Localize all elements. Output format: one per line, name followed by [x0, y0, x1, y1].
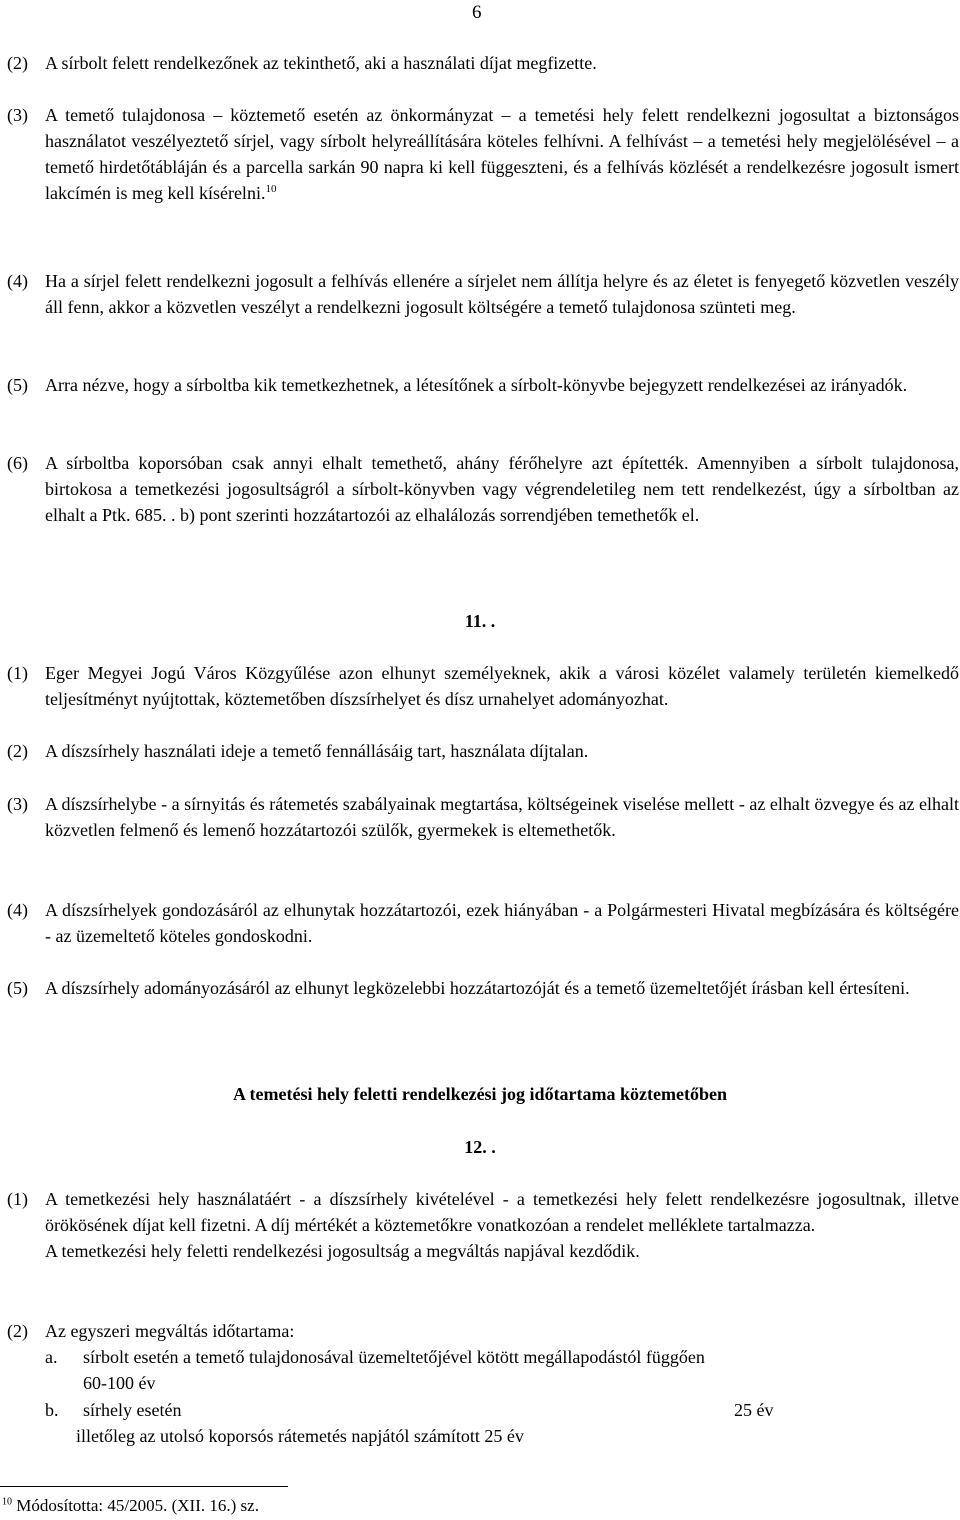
paragraph-text: A sírbolt felett rendelkezőnek az tekinthető, aki a használati díjat megfizette.	[45, 53, 597, 73]
paragraph-extra-line: A temetkezési hely feletti rendelkezési jogosultság a megváltás napjával kezdődik.	[45, 1241, 640, 1261]
paragraph-11-2	[7, 738, 959, 764]
list-item-a-value: 60-100 év	[83, 1373, 156, 1393]
section-heading-11: 11. .	[464, 611, 496, 631]
paragraph-number: (1)	[7, 663, 28, 683]
footnote-divider	[0, 1486, 288, 1487]
list-item-b-label: b.	[45, 1400, 59, 1420]
paragraph-11-1	[7, 660, 959, 712]
footnote-text: Módosította: 45/2005. (XII. 16.) sz.	[16, 1496, 259, 1515]
paragraph-text: A díszsírhely használati ideje a temető fennállásáig tart, használata díjtalan.	[45, 741, 589, 761]
paragraph-number: (3)	[7, 794, 28, 814]
list-item-b-extra: illetőleg az utolsó koporsós rátemetés napjától számított 25 év	[76, 1426, 524, 1446]
paragraph-text: Ha a sírjel felett rendelkezni jogosult a felhívás ellenére a sírjelet nem állítja helyre és az életet is fenyegető közvetlen veszély áll fenn, akkor a közvetlen veszélyt a rendelkezni jogosult költségére a temető tulajdonosa szünteti meg.	[45, 271, 959, 317]
paragraph-number: (4)	[7, 271, 28, 291]
list-item-b-value: 25 év	[734, 1400, 774, 1420]
paragraph-text: Az egyszeri megváltás időtartama:	[45, 1321, 295, 1341]
paragraph-3	[7, 102, 959, 206]
list-item-a-label: a.	[45, 1347, 58, 1367]
paragraph-4	[7, 268, 959, 320]
paragraph-text: A díszsírhelyek gondozásáról az elhunytak hozzátartozói, ezek hiányában - a Polgármesteri Hivatal megbízására és költségére - az üzemeltető köteles gondoskodni.	[45, 900, 959, 946]
paragraph-text	[45, 102, 959, 206]
paragraph-text: Arra nézve, hogy a sírboltba kik temetkezhetnek, a létesítőnek a sírbolt-könyvbe bejegyzett rendelkezései az irányadók.	[45, 375, 908, 395]
list-item-a-text: sírbolt esetén a temető tulajdonosával üzemeltetőjével kötött megállapodástól függően	[83, 1347, 705, 1367]
paragraph-text-content: A temető tulajdonosa – köztemető esetén az önkormányzat – a temetési hely felett rendelkezni jogosultat a biztonságos használatot veszélyeztető sírjel, vagy sírbolt helyreállítására köteles felhívni. A felhívást – a temetési hely megjelölésével – a temető hirdetőtábláján és a parcella sarkán 90 napra ki kell függeszteni, és a felhívás közlését a rendelkezésre jogosult ismert lakcímén is meg kell kísérelni.	[45, 105, 959, 203]
paragraph-11-5	[7, 975, 959, 1001]
section-heading-12: 12. .	[464, 1137, 496, 1157]
paragraph-6	[7, 450, 959, 528]
paragraph-number: (2)	[7, 741, 28, 761]
paragraph-12-2	[7, 1318, 959, 1344]
paragraph-number: (1)	[7, 1189, 28, 1209]
paragraph-text: Eger Megyei Jogú Város Közgyűlése azon elhunyt személyeknek, akik a városi közélet valamely területén kiemelkedő teljesítményt nyújtottak, köztemetőben díszsírhelyet és dísz urnahelyet adományozhat.	[45, 663, 959, 709]
chapter-title: A temetési hely feletti rendelkezési jog időtartama köztemetőben	[232, 1084, 728, 1104]
paragraph-text: A sírboltba koporsóban csak annyi elhalt temethető, ahány férőhelyre azt építették. Amennyiben a sírbolt tulajdonosa, birtokosa a temetkezési jogosultságról a sírbolt-könyvben vagy végrendeletileg nem tett rendelkezést, úgy a sírboltban az elhalt a Ptk. 685. . b) pont szerinti hozzátartozói az elhalálozás sorrendjében temethetők el.	[45, 453, 959, 525]
page-number: 6	[472, 2, 482, 23]
paragraph-number: (5)	[7, 978, 28, 998]
paragraph-12-1	[7, 1186, 959, 1264]
paragraph-number: (5)	[7, 375, 28, 395]
paragraph-5	[7, 372, 959, 398]
paragraph-number: (2)	[7, 1321, 28, 1341]
footnote-mark: 10	[2, 1496, 12, 1508]
paragraph-11-4	[7, 897, 959, 949]
paragraph-text-content: A temetkezési hely használatáért - a díszsírhely kivételével - a temetkezési hely felett rendelkezésre jogosultnak, illetve örökösének díjat kell fizetni. A díj mértékét a köztemetőkre vonatkozóan a rendelet melléklete tartalmazza.	[45, 1189, 959, 1235]
paragraph-number: (3)	[7, 105, 28, 125]
paragraph-11-3	[7, 791, 959, 843]
footnote-ref[interactable]: 10	[265, 183, 277, 195]
paragraph-number: (6)	[7, 453, 28, 473]
paragraph-text: A díszsírhely adományozásáról az elhunyt legközelebbi hozzátartozóját és a temető üzemeltetőjét írásban kell értesíteni.	[45, 978, 910, 998]
paragraph-2	[7, 50, 959, 76]
paragraph-number: (4)	[7, 900, 28, 920]
list-item-b-text: sírhely esetén	[83, 1400, 182, 1420]
paragraph-text: A díszsírhelybe - a sírnyitás és rátemetés szabályainak megtartása, költségeinek viselése mellett - az elhalt özvegye és az elhalt közvetlen felmenő és lemenő hozzátartozói szülők, gyermekek is eltemethetők.	[45, 794, 959, 840]
paragraph-number: (2)	[7, 53, 28, 73]
paragraph-text	[45, 1186, 959, 1264]
footnote	[2, 1494, 259, 1518]
